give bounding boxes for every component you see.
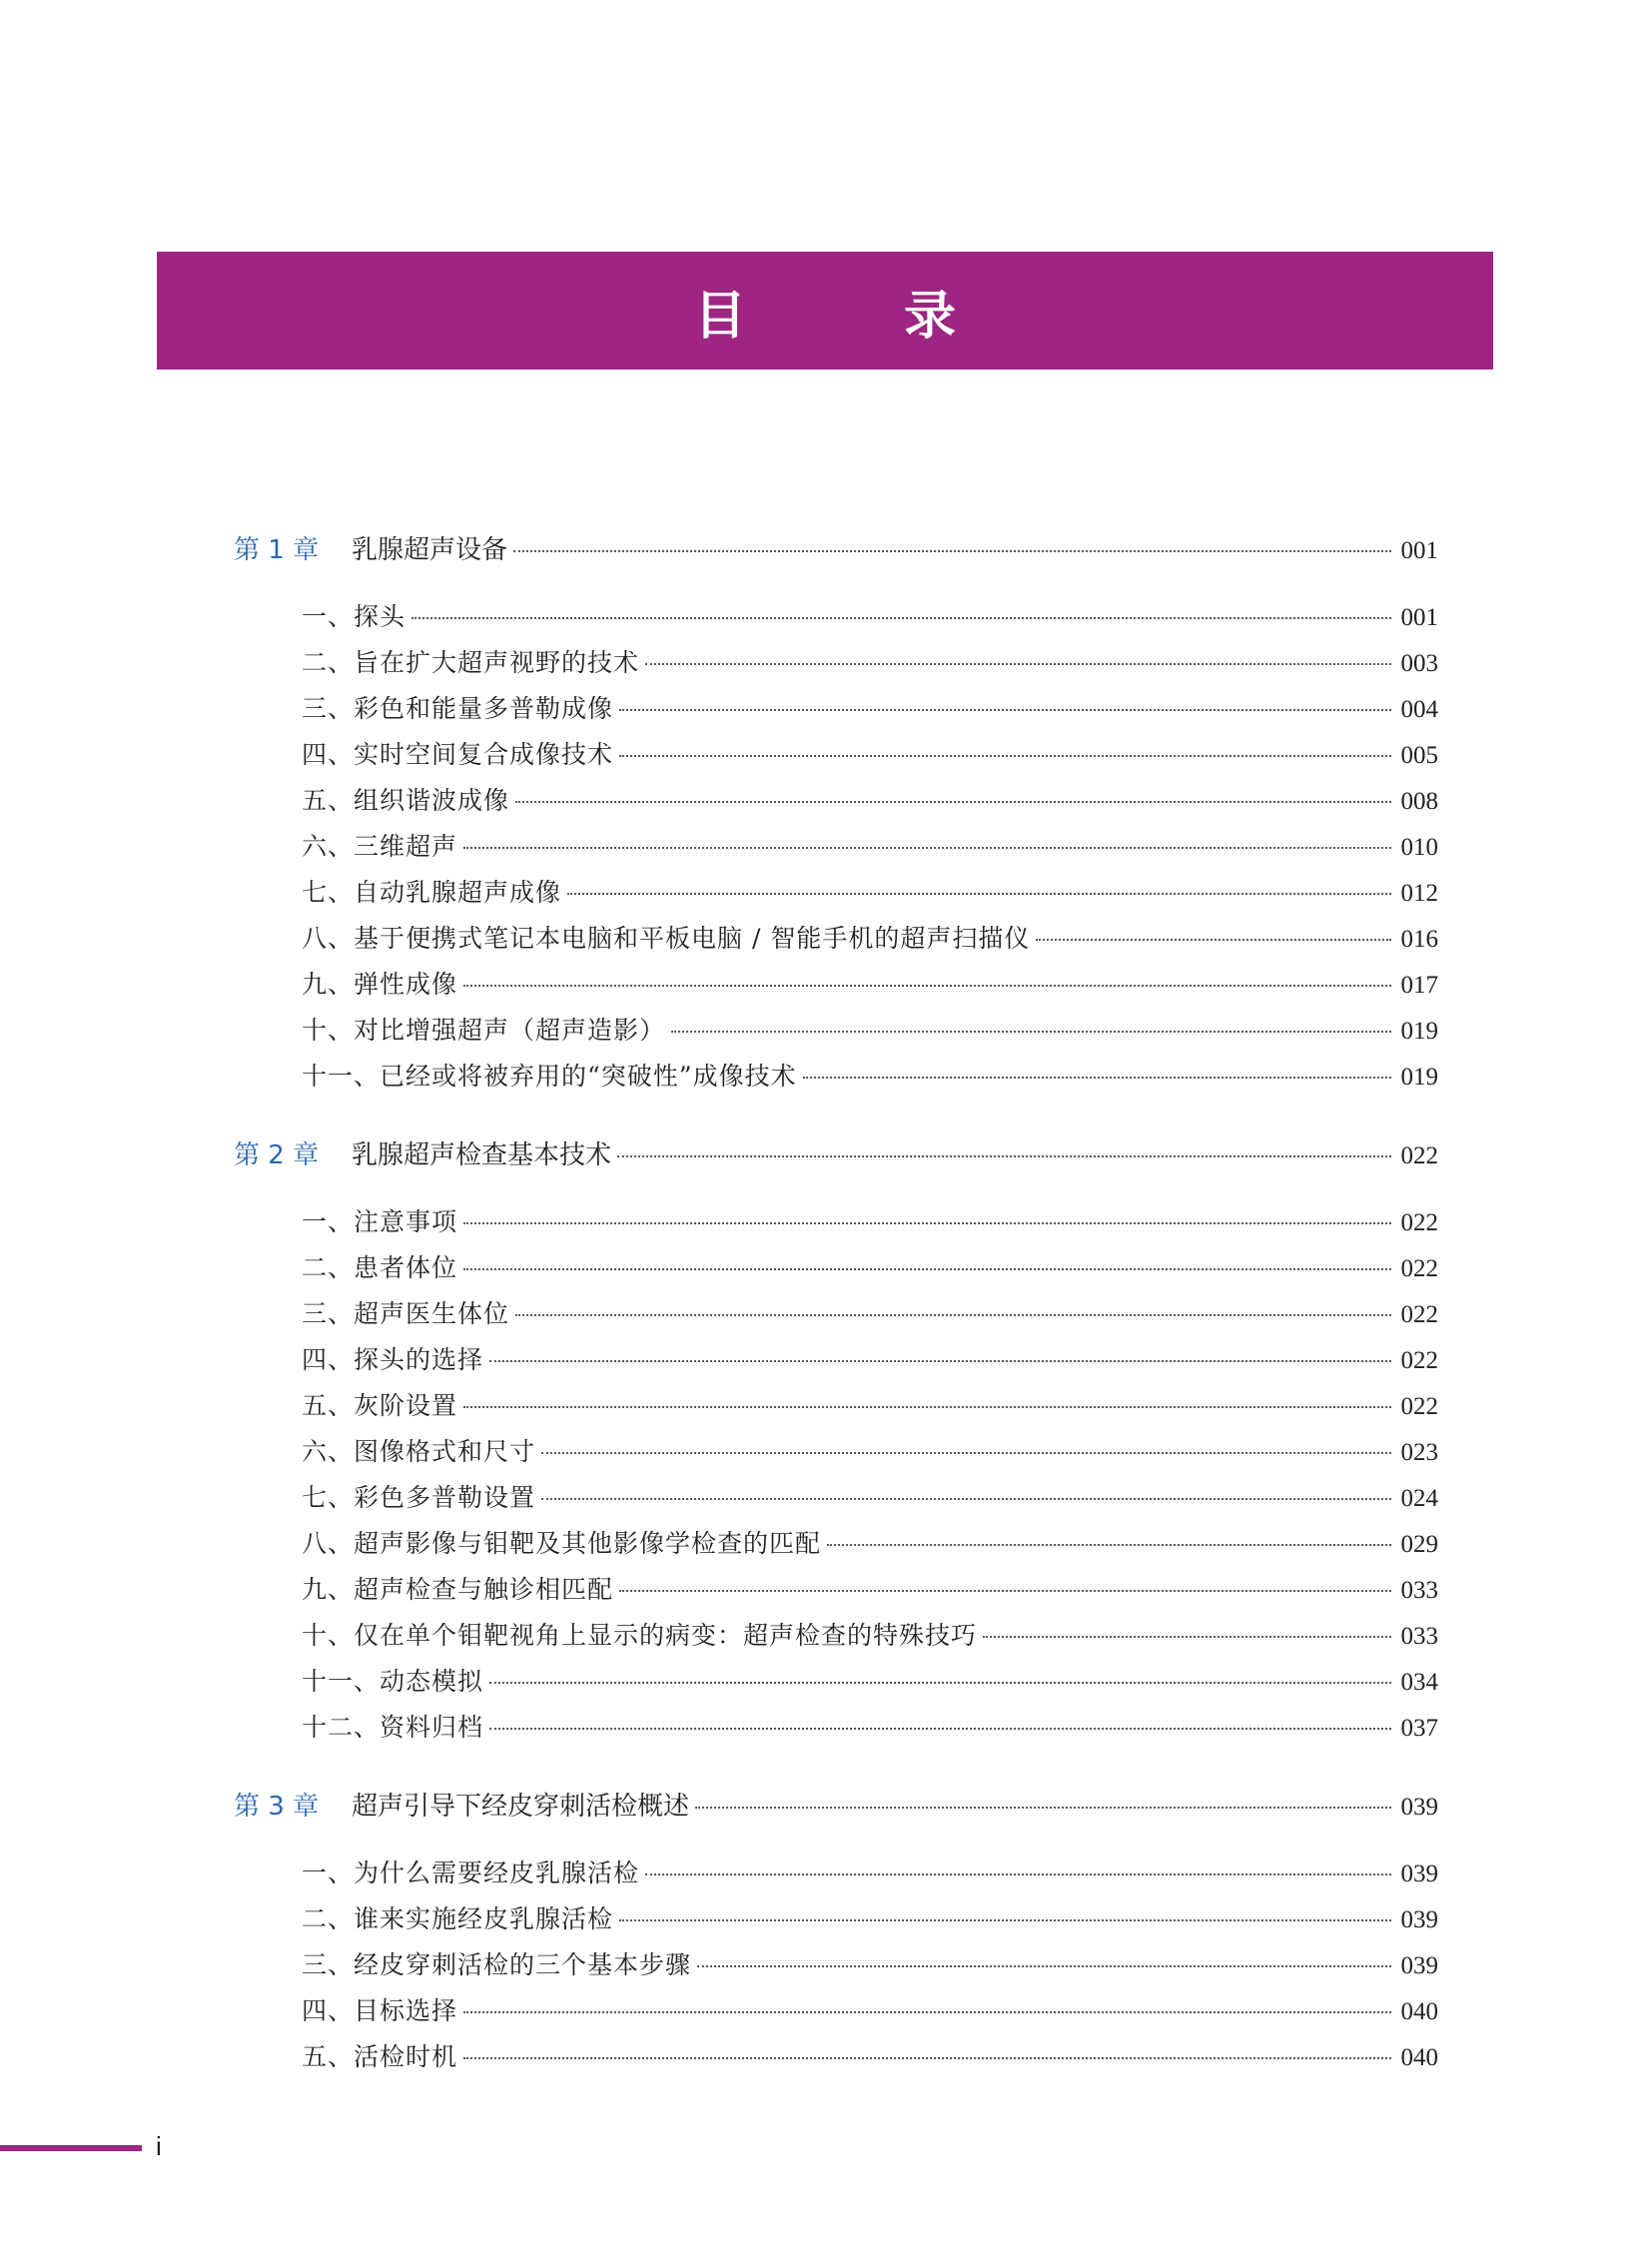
section-title: 三、彩色和能量多普勒成像 [302,694,614,723]
page-number: 019 [1400,1018,1438,1045]
page-number: 022 [1400,1301,1438,1328]
page-number: 037 [1400,1715,1438,1742]
page-number: 019 [1400,1064,1438,1091]
toc-section-row [302,689,1438,729]
toc-section-row [302,1708,1438,1748]
section-title: 十一、已经或将被弃用的“突破性”成像技术 [302,1062,797,1091]
page-number: 017 [1400,972,1438,999]
dot-leader [645,663,1390,665]
section-title: 十、仅在单个钼靶视角上显示的病变：超声检查的特殊技巧 [302,1621,978,1650]
section-title: 二、谁来实施经皮乳腺活检 [302,1904,614,1933]
page-number: 012 [1400,880,1438,907]
page-number: 022 [1400,1255,1438,1282]
toc-section-row [302,2037,1438,2077]
section-title: 三、经皮穿刺活检的三个基本步骤 [302,1950,692,1979]
dot-leader [489,1682,1390,1684]
toc-chapter-row [234,529,1438,569]
toc-section-row [302,781,1438,821]
toc-heading-banner [157,252,1493,370]
toc-section-row [302,1570,1438,1610]
dot-leader [1036,939,1390,941]
dot-leader [803,1077,1391,1079]
toc-section-row [302,1662,1438,1702]
dot-leader [463,1268,1390,1270]
toc-section-row [302,1616,1438,1656]
toc-section-row [302,1248,1438,1288]
dot-leader [515,1314,1390,1316]
toc-section-row [302,597,1438,637]
dot-leader [515,801,1390,803]
toc-section-row [302,1478,1438,1518]
toc-section-row [302,1294,1438,1334]
section-title: 四、实时空间复合成像技术 [302,740,614,769]
dot-leader [463,1222,1390,1224]
section-title: 五、灰阶设置 [302,1391,458,1420]
toc-section-row [302,827,1438,867]
toc-section-row [302,1945,1438,1985]
page-number: 033 [1400,1623,1438,1650]
toc-section-row [302,1340,1438,1380]
section-title: 一、探头 [302,602,407,631]
chapter-title: 乳腺超声检查基本技术 [352,1140,612,1170]
toc-section-row [302,1432,1438,1472]
toc-section-row [302,1011,1438,1051]
dot-leader [489,1360,1390,1362]
chapter-title: 超声引导下经皮穿刺活检概述 [352,1792,690,1822]
dot-leader [671,1031,1390,1033]
dot-leader [983,1636,1390,1638]
section-title: 十二、资料归档 [302,1713,484,1742]
page-number: 022 [1400,1347,1438,1374]
dot-leader [541,1498,1390,1500]
section-title: 三、超声医生体位 [302,1299,510,1328]
chapter-number: 第 3 章 [234,1792,320,1822]
page-number: 024 [1400,1485,1438,1512]
page-number: 022 [1400,1142,1438,1169]
toc-section-row [302,1386,1438,1426]
page-number: 039 [1400,1794,1438,1821]
toc-section-row [302,919,1438,959]
page-number: 023 [1400,1439,1438,1466]
page-number: 039 [1400,1906,1438,1933]
section-title: 九、弹性成像 [302,970,458,999]
dot-leader [619,1919,1390,1921]
toc-section-row [302,873,1438,913]
dot-leader [513,550,1390,552]
section-title: 八、超声影像与钼靶及其他影像学检查的匹配 [302,1529,822,1558]
page-number: 039 [1400,1952,1438,1979]
section-title: 九、超声检查与触诊相匹配 [302,1575,614,1604]
page-number: 008 [1400,788,1438,815]
footer-accent-bar [0,2145,142,2151]
section-title: 七、彩色多普勒设置 [302,1483,536,1512]
page-number: 004 [1400,696,1438,723]
page-number: 010 [1400,834,1438,861]
dot-leader [463,847,1390,849]
dot-leader [541,1452,1390,1454]
chapter-number: 第 1 章 [234,535,320,565]
toc-section-row [302,1057,1438,1097]
toc-section-row [302,1524,1438,1564]
dot-leader [645,1873,1390,1875]
dot-leader [619,709,1390,711]
dot-leader [463,2011,1390,2013]
section-title: 八、基于便携式笔记本电脑和平板电脑 / 智能手机的超声扫描仪 [302,924,1031,953]
section-title: 二、患者体位 [302,1253,458,1282]
page-number: 040 [1400,1998,1438,2025]
page-number: 034 [1400,1669,1438,1696]
dot-leader [463,985,1390,987]
page-number: 040 [1400,2044,1438,2071]
dot-leader [617,1155,1390,1157]
page-number: 005 [1400,742,1438,769]
toc-section-row [302,643,1438,683]
page-number: 029 [1400,1531,1438,1558]
section-title: 四、探头的选择 [302,1345,484,1374]
toc-chapter-row [234,1786,1438,1826]
section-title: 二、旨在扩大超声视野的技术 [302,648,640,677]
section-title: 十、对比增强超声（超声造影） [302,1016,666,1045]
dot-leader [619,1590,1390,1592]
chapter-title: 乳腺超声设备 [352,535,508,565]
dot-leader [619,755,1390,757]
section-title: 一、注意事项 [302,1207,458,1236]
dot-leader [827,1544,1390,1546]
page-number: 022 [1400,1393,1438,1420]
toc-section-row [302,1899,1438,1939]
section-title: 七、自动乳腺超声成像 [302,878,562,907]
dot-leader [463,1406,1390,1408]
page-number: 001 [1400,604,1438,631]
page-number: 022 [1400,1209,1438,1236]
page-number: 001 [1400,537,1438,564]
toc-section-row [302,1991,1438,2031]
section-title: 十一、动态模拟 [302,1667,484,1696]
section-title: 四、目标选择 [302,1996,458,2025]
dot-leader [695,1807,1390,1809]
section-title: 六、三维超声 [302,832,458,861]
page-number: 039 [1400,1861,1438,1887]
dot-leader [697,1965,1390,1967]
footer-page-number: i [156,2131,162,2161]
dot-leader [412,617,1390,619]
dot-leader [463,2057,1390,2059]
toc-section-row [302,965,1438,1005]
section-title: 五、活检时机 [302,2042,458,2071]
toc-section-row [302,1854,1438,1893]
section-title: 五、组织谐波成像 [302,786,510,815]
chapter-number: 第 2 章 [234,1140,320,1170]
page-number: 003 [1400,650,1438,677]
dot-leader [489,1728,1390,1730]
page-number: 033 [1400,1577,1438,1604]
toc-section-row [302,1202,1438,1242]
section-title: 六、图像格式和尺寸 [302,1437,536,1466]
toc-heading: 目 录 [693,285,1027,347]
dot-leader [567,893,1390,895]
toc-chapter-row [234,1134,1438,1174]
section-title: 一、为什么需要经皮乳腺活检 [302,1859,640,1887]
page-number: 016 [1400,926,1438,953]
toc-section-row [302,735,1438,775]
